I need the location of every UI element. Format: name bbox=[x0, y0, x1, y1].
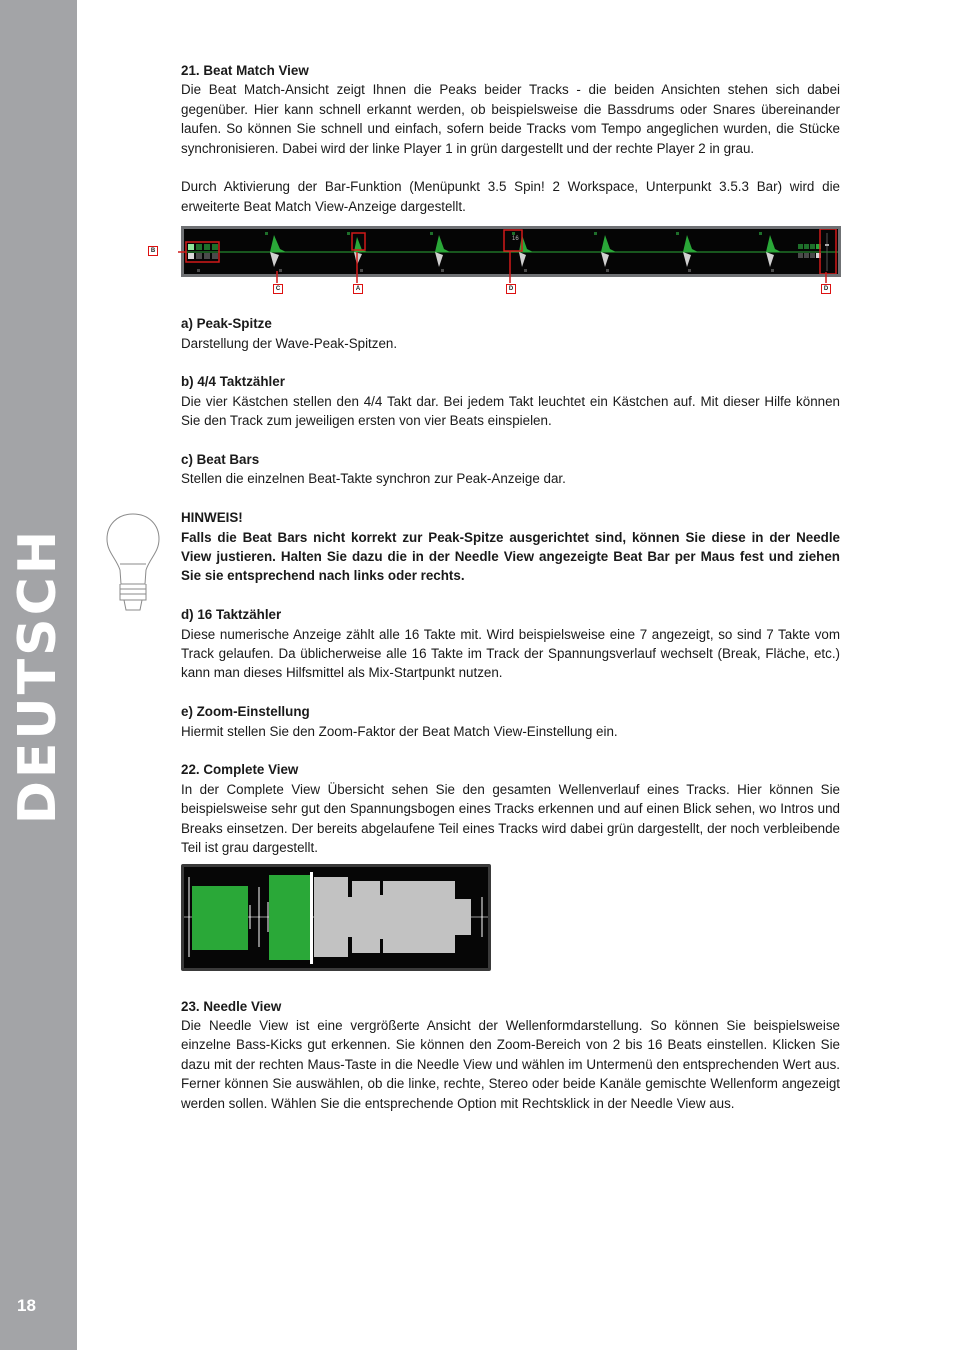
item-d-heading: d) 16 Taktzähler bbox=[181, 607, 282, 623]
callout-d-counter: D bbox=[506, 284, 516, 294]
bar-counter-value: 16 bbox=[512, 236, 519, 243]
item-c-text: Stellen die einzelnen Beat-Takte synchron zur Peak-Anzeige dar. bbox=[181, 471, 566, 487]
callout-b: B bbox=[148, 246, 158, 256]
note-text: Falls die Beat Bars nicht korrekt zur Peak-Spitze ausgerichtet sind, können Sie diese in der Needle View justieren. Halten Sie dazu die in der Needle View angezeigte Beat Bar per Maus fest und ziehen Sie sie entsprechend nach links oder rechts. bbox=[181, 529, 840, 584]
beat-match-figure bbox=[150, 226, 840, 306]
page-number: 18 bbox=[17, 1296, 36, 1315]
section-22-heading: 22. Complete View bbox=[181, 762, 299, 778]
callout-d-zoom: D bbox=[821, 284, 831, 294]
item-c-heading: c) Beat Bars bbox=[181, 452, 260, 468]
item-b-heading: b) 4/4 Taktzähler bbox=[181, 374, 285, 390]
item-b-text: Die vier Kästchen stellen den 4/4 Takt dar. Bei jedem Takt leuchtet ein Kästchen auf. Mit dieser Hilfe können Sie den Track zum jeweiligen ersten von vier Beats einspielen. bbox=[181, 393, 840, 429]
language-title: DEUTSCH bbox=[8, 527, 68, 825]
item-a-heading: a) Peak-Spitze bbox=[181, 316, 272, 332]
lightbulb-icon bbox=[104, 512, 162, 616]
callout-c: C bbox=[273, 284, 283, 294]
beat-match-view bbox=[181, 226, 841, 277]
note-heading: HINWEIS! bbox=[181, 510, 243, 526]
section-21-paragraph-1: Die Beat Match-Ansicht zeigt Ihnen die Peaks beider Tracks - die beiden Ansichten stehen sich dabei gegenüber. Hier kann schnell erkannt werden, ob beispielsweise die Bassdrums oder Snares übereinander laufen. So können Sie schnell und einfach, sofern beide Tracks vom Tempo angeglichen wurden, die Stücke synchronisieren. Dabei wird der linke Player 1 in grün dargestellt und der rechte Player 2 in grau. bbox=[181, 82, 840, 156]
main-content bbox=[150, 61, 840, 1113]
section-23-text: Die Needle View ist eine vergrößerte Ansicht der Wellenformdarstellung. So können Sie beispielsweise einzelne Bass-Kicks gut erkennen. Sie können den Zoom-Bereich von 2 bis 16 Beats einstellen. Klicken Sie dazu mit der rechten Maus-Taste in die Needle View und wählen im Untermenü den entsprechenden Wert aus. Ferner können Sie auswählen, ob die linke, rechte, Stereo oder beide Kanäle gemischte Wellenform angezeigt werden sollen. Wählen Sie die entsprechende Option mit Rechtsklick in der Needle View aus. bbox=[181, 1017, 840, 1111]
item-e-text: Hiermit stellen Sie den Zoom-Faktor der Beat Match View-Einstellung ein. bbox=[181, 723, 618, 739]
section-21-paragraph-2: Durch Aktivierung der Bar-Funktion (Menüpunkt 3.5 Spin! 2 Workspace, Unterpunkt 3.5.3 Bar) wird die erweiterte Beat Match View-Anzeige dargestellt. bbox=[181, 179, 840, 214]
section-22-text: In der Complete View Übersicht sehen Sie den gesamten Wellenverlauf eines Tracks. Hier können Sie beispielsweise sehr gut den Spannungsbogen eines Tracks erkennen und auf einen Blick sehen, wo Intros und Breaks einsetzen. Der bereits abgelaufene Teil eines Tracks wird dabei grün dargestellt, der noch verbleibende Teil ist grau dargestellt. bbox=[181, 781, 840, 856]
item-d-text: Diese numerische Anzeige zählt alle 16 Takte mit. Wird beispielsweise eine 7 angezeigt, so sind 7 Takte vom Track gelaufen. Da üblicherweise alle 16 Takte im Track der Spannungsverlauf wechselt (Break, Fläche, etc.) kann man dieses Hilfsmittel als Mix-Startpunkt nutzen. bbox=[181, 626, 840, 681]
section-21-heading: 21. Beat Match View bbox=[181, 63, 309, 78]
complete-view-waveform bbox=[181, 864, 491, 971]
sidebar bbox=[0, 0, 77, 1350]
wave-peaks bbox=[270, 235, 781, 267]
item-e-heading: e) Zoom-Einstellung bbox=[181, 704, 310, 720]
item-a-text: Darstellung der Wave-Peak-Spitzen. bbox=[181, 335, 398, 351]
callout-a: A bbox=[353, 284, 363, 294]
zoom-slider-handle bbox=[825, 244, 829, 246]
section-23-heading: 23. Needle View bbox=[181, 998, 282, 1014]
